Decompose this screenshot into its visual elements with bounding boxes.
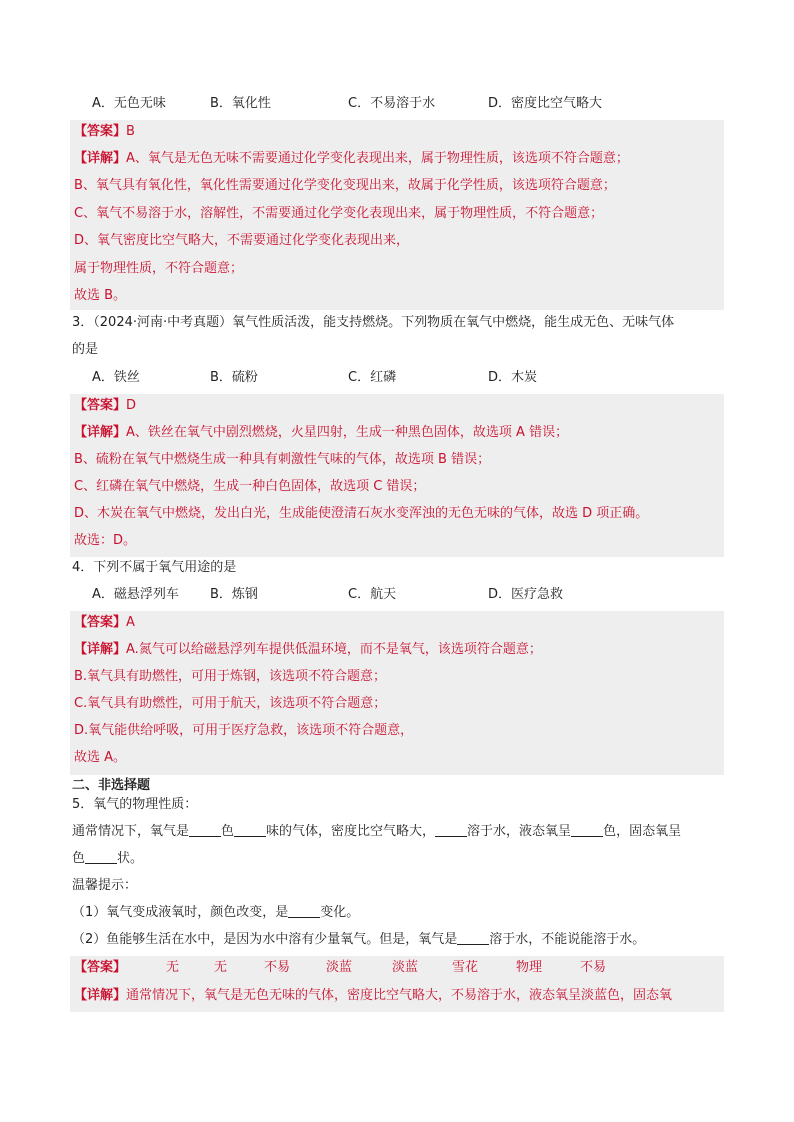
q3-option-c: C．红磷 [348, 370, 397, 385]
section-title: 二、非选择题 [72, 778, 151, 793]
q3-answer-box [70, 394, 724, 557]
answer-tag: 【答案】 [74, 960, 127, 975]
q5-stem: 5．氧气的物理性质： [72, 797, 198, 812]
q2-detail-line-1: 【详解】A、氧气是无色无味不需要通过化学变化表现出来，属于物理性质，该选项不符合题意； [74, 151, 629, 166]
answer-tag: 【答案】 [74, 124, 127, 139]
q5-answer-4: 淡蓝 [326, 960, 353, 975]
q3-options [92, 368, 732, 388]
q3-detail-line-2: B、硫粉在氧气中燃烧生成一种具有刺激性气味的气体，故选项 B 错误； [74, 452, 491, 467]
blank [288, 903, 320, 918]
q4-option-a: A．磁悬浮列车 [92, 587, 179, 602]
q3-option-b: B．硫粉 [210, 370, 258, 385]
q3-stem-line-1: 3．（2024·河南·中考真题）氧气性质活泼，能支持燃烧。下列物质在氧气中燃烧，能生成无色、无味气体 [72, 315, 675, 330]
blank [571, 822, 603, 837]
detail-tag: 【详解】 [74, 988, 127, 1003]
q3-answer-line [74, 396, 136, 416]
blank [85, 849, 117, 864]
q3-stem-line-2: 的是 [72, 342, 99, 357]
q2-detail-line-3: C、氧气不易溶于水，溶解性，不需要通过化学变化表现出来，属于物理性质，不符合题意； [74, 206, 604, 221]
q2-option-a: A．无色无味 [92, 96, 166, 111]
blank [189, 822, 221, 837]
q4-option-b: B．炼钢 [210, 587, 258, 602]
q5-tip-2: （2）鱼能够生活在水中，是因为水中溶有少量氧气。但是，氧气是 溶于水，不能说能溶于水。 [72, 932, 646, 947]
q3-option-d: D．木炭 [488, 370, 538, 385]
q5-tip-1: （1）氧气变成液氧时，颜色改变，是 变化。 [72, 905, 360, 920]
q3-detail-line-1: 【详解】A、铁丝在氧气中剧烈燃烧，火星四射，生成一种黑色固体，故选项 A 错误； [74, 425, 569, 440]
q2-detail-line-5: 属于物理性质，不符合题意； [74, 261, 244, 276]
q4-detail-line-1: 【详解】A.氮气可以给磁悬浮列车提供低温环境，而不是氧气，该选项符合题意； [74, 642, 542, 657]
q5-tip-title: 温馨提示： [72, 878, 138, 893]
q2-answer-box [70, 120, 724, 310]
q5-answer-6: 雪花 [452, 960, 479, 975]
q4-detail-line-5: 故选 A。 [74, 750, 127, 765]
answer-tag: 【答案】 [74, 398, 127, 413]
q5-line-1: 通常情况下，氧气是 色 味的气体，密度比空气略大， 溶于水，液态氧呈 色，固态氧呈 [72, 824, 682, 839]
q4-options [92, 585, 732, 605]
q4-option-c: C．航天 [348, 587, 397, 602]
detail-tag: 【详解】 [74, 425, 127, 440]
q4-stem: 4．下列不属于氧气用途的是 [72, 560, 237, 575]
q4-answer-line [74, 613, 135, 633]
q2-option-c: C．不易溶于水 [348, 96, 436, 111]
q3-answer: D [126, 398, 137, 413]
q2-option-d: D．密度比空气略大 [488, 96, 603, 111]
q4-answer: A [126, 615, 135, 630]
q2-detail-line-2: B、氧气具有氧化性，氧化性需要通过化学变化变现出来，故属于化学性质，该选项符合题意； [74, 178, 616, 193]
q5-answer-8: 不易 [580, 960, 607, 975]
q2-option-b: B．氧化性 [210, 96, 271, 111]
q4-detail-line-4: D.氧气能供给呼吸，可用于医疗急救，该选项不符合题意， [74, 723, 414, 738]
answer-tag: 【答案】 [74, 615, 127, 630]
detail-tag: 【详解】 [74, 642, 127, 657]
q3-detail-line-3: C、红磷在氧气中燃烧，生成一种白色固体，故选项 C 错误； [74, 479, 426, 494]
q4-option-d: D．医疗急救 [488, 587, 564, 602]
q2-detail-line-6: 故选 B。 [74, 288, 127, 303]
q2-answer: B [126, 124, 135, 139]
q5-answer-box [70, 956, 724, 1012]
blank [234, 822, 266, 837]
q5-detail-line-1: 【详解】通常情况下，氧气是无色无味的气体，密度比空气略大，不易溶于水，液态氧呈淡蓝色，固态氧 [74, 988, 673, 1003]
q4-detail-line-2: B.氧气具有助燃性，可用于炼钢，该选项不符合题意； [74, 669, 387, 684]
q5-answer-line [74, 958, 714, 978]
q5-answer-7: 物理 [516, 960, 543, 975]
blank [435, 822, 467, 837]
q2-detail-line-4: D、氧气密度比空气略大，不需要通过化学变化表现出来， [74, 233, 410, 248]
q4-answer-box [70, 611, 724, 775]
blank [457, 930, 489, 945]
q3-detail-line-5: 故选：D。 [74, 533, 137, 548]
q5-line-2: 色 状。 [72, 851, 144, 866]
q3-option-a: A．铁丝 [92, 370, 140, 385]
q5-answer-1: 无 [166, 960, 180, 975]
q3-detail-line-4: D、木炭在氧气中燃烧，发出白光，生成能使澄清石灰水变浑浊的无色无味的气体，故选 D 项正确。 [74, 506, 649, 521]
q2-options [92, 94, 732, 114]
detail-tag: 【详解】 [74, 151, 127, 166]
q2-answer-line [74, 122, 135, 142]
q4-detail-line-3: C.氧气具有助燃性，可用于航天，该选项不符合题意； [74, 696, 387, 711]
q5-answer-3: 不易 [264, 960, 291, 975]
q5-answer-2: 无 [214, 960, 228, 975]
q5-answer-5: 淡蓝 [392, 960, 419, 975]
